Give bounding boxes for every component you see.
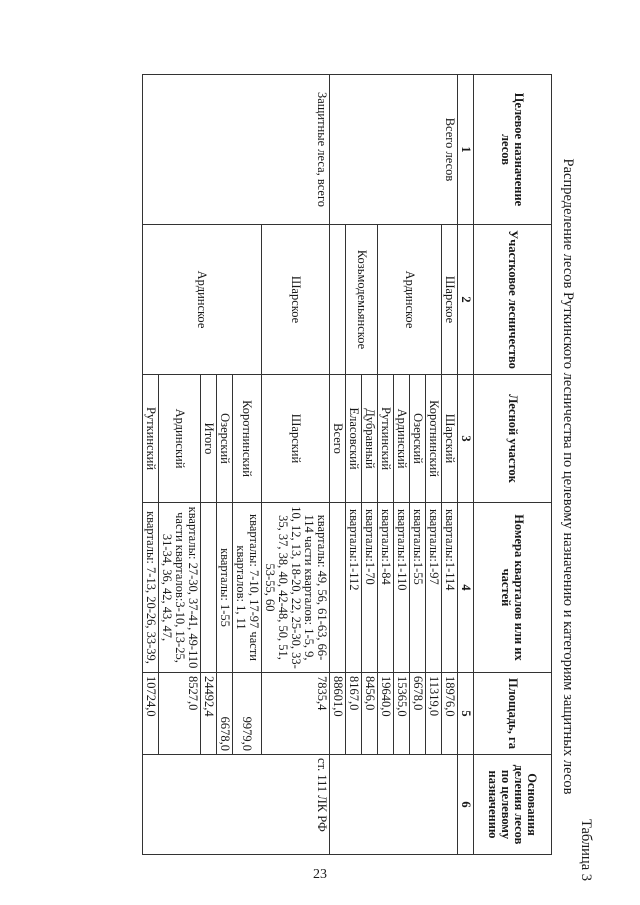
section-cell: Шарский (442, 375, 458, 503)
purpose-cell: Всего лесов (330, 75, 458, 225)
area-cell: 6678,0 (410, 673, 426, 755)
section-cell: Коротнинский (426, 375, 442, 503)
section-cell: Руткинский (378, 375, 394, 503)
table-row (262, 75, 330, 855)
rotated-page (38, 74, 598, 879)
quarters-cell: кварталы:1-112 (346, 503, 362, 673)
section-cell: Озерский (410, 375, 426, 503)
area-cell: 15365,0 (394, 673, 410, 755)
quarters-cell: кварталы:1-55 (410, 503, 426, 673)
quarters-cell: кварталы:1-70 (362, 503, 378, 673)
index-cell: 2 (458, 225, 474, 375)
district-cell (330, 225, 346, 375)
header-purpose: Целевое назначение лесов (474, 75, 552, 225)
quarters-cell: кварталы:1-110 (394, 503, 410, 673)
section-cell: Коротнинский (233, 375, 262, 503)
quarters-cell: кварталы:1-84 (378, 503, 394, 673)
header-quarters: Номера кварталов или их частей (474, 503, 552, 673)
section-cell: Ардинский (159, 375, 201, 503)
forest-distribution-table (142, 74, 552, 855)
index-cell: 4 (458, 503, 474, 673)
section-cell: Руткинский (143, 375, 159, 503)
area-cell: 8167,0 (346, 673, 362, 755)
area-cell: 24492,4 (201, 673, 217, 755)
district-cell: Шарское (262, 225, 330, 375)
area-cell: 7835,4 (262, 673, 330, 755)
section-cell: Еласовский (346, 375, 362, 503)
area-cell: 19640,0 (378, 673, 394, 755)
area-cell: 8527,0 (159, 673, 201, 755)
quarters-cell: кварталы:1-114 (442, 503, 458, 673)
section-cell: Ардинский (394, 375, 410, 503)
section-cell: Шарский (262, 375, 330, 503)
quarters-cell: кварталы:1-97 (426, 503, 442, 673)
quarters-cell: кварталы: 7-13, 20-26, 33-39, (143, 503, 159, 673)
section-cell: Итого (201, 375, 217, 503)
area-cell: 6678,0 (217, 673, 233, 755)
section-cell: Всего (330, 375, 346, 503)
index-cell: 6 (458, 755, 474, 855)
district-cell: Ардинское (378, 225, 442, 375)
column-index-row (458, 75, 474, 855)
basis-cell: ст. 111 ЛК РФ (143, 755, 330, 855)
area-cell: 8456,0 (362, 673, 378, 755)
area-cell: 18976,0 (442, 673, 458, 755)
header-section: Лесной участок (474, 375, 552, 503)
area-cell: 88601,0 (330, 673, 346, 755)
district-cell: Козьмодемьянское (346, 225, 378, 375)
header-area: Площадь, га (474, 673, 552, 755)
area-cell: 9979,0 (233, 673, 262, 755)
quarters-cell: кварталы: 27-30, 37-41, 49-110 части кварталов:3-10, 13-25, 31-34, 36, 42, 43, 47, (159, 503, 201, 673)
table-row (442, 75, 458, 855)
quarters-cell (330, 503, 346, 673)
basis-cell (330, 755, 458, 855)
purpose-cell: Защитные леса, всего (143, 75, 330, 225)
header-basis: Основания деления лесов по целевому назначению (474, 755, 552, 855)
quarters-cell (201, 503, 217, 673)
quarters-cell: кварталы: 1-55 (217, 503, 233, 673)
section-cell: Озерский (217, 375, 233, 503)
quarters-cell: кварталы: 7-10, 17-97 части кварталов: 1, 11 (233, 503, 262, 673)
header-district: Участковое лесничество (474, 225, 552, 375)
quarters-cell: кварталы: 49, 56, 61-63, 66-114 части кварталов: 1-5, 9, 10, 12, 13, 18-20, 22, 25-30, 33-35, 37, 38, 40, 42-48, 50, 51, 53-55, 60 (262, 503, 330, 673)
page-number: 23 (313, 867, 327, 882)
index-cell: 1 (458, 75, 474, 225)
table-label: Таблица 3 (578, 818, 594, 881)
district-cell: Ардинское (143, 225, 262, 375)
district-cell: Шарское (442, 225, 458, 375)
area-cell: 11319,0 (426, 673, 442, 755)
section-cell: Дубравный (362, 375, 378, 503)
table-title: Распределение лесов Руткинского лесничества по целевому назначению и категориям защитных лесов (560, 158, 576, 795)
index-cell: 5 (458, 673, 474, 755)
index-cell: 3 (458, 375, 474, 503)
area-cell: 10724,0 (143, 673, 159, 755)
